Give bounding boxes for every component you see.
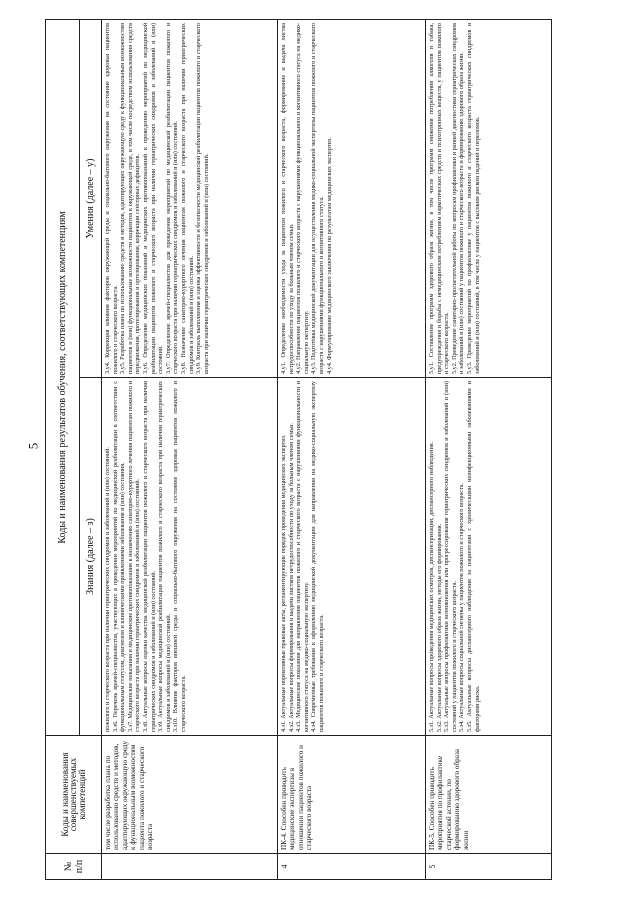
skills-cell — [102, 19, 278, 377]
knowledge-item: 4.з3. Медицинские показания для направления пациентов пожилого и старческого возраста с нарушениями функциональности и когнитивного статуса на медико-социальную экспертизу. — [295, 381, 310, 732]
row-number: 4 — [278, 854, 426, 880]
skills-item: 4.у3. Подготовка медицинской документации для осуществления медико-социальной экспертизы пациентов пожилого и старческого возраста с нарушениями функционального и когнитивного статуса. — [310, 22, 325, 374]
knowledge-item: 5.з1. Актуальные вопросы проведения медицинских осмотров, диспансеризации, диспансерного наблюдения. — [428, 441, 435, 732]
knowledge-item: 5.з4. Актуальные вопросы социальной гигиены у пациентов пожилого и старческого возраста. — [458, 482, 466, 732]
header-results: Коды и наименования результатов обучения, соответствующих компетенциям — [46, 19, 80, 735]
knowledge-item: 5.з5. Актуальные вопросы диспансерного наблюдения за пациентами с хроническими неинфекционными заболеваниями и факторами риска. — [465, 381, 481, 732]
knowledge-item: 3.з9. Актуальные вопросы медицинской реабилитации пациентов пожилого и старческого возраста при наличии гериатрических синдромов и заболеваний и (или) состояний. — [157, 381, 172, 732]
skills-item: 5.у1. Составление программ здорового образа жизни, в том числе программ снижения потребления алкоголя и табака, предупреждения и борьбы с немедицинским потреблением наркотических средств и психотропных веществ, у пациентов пожилого и старческого возраста. — [428, 22, 451, 374]
skills-item: 4.у4. Формулирование медицинского заключения по результатам медицинских экспертиз. — [325, 137, 333, 374]
row-number — [102, 854, 278, 880]
competence-table — [45, 19, 552, 880]
header-num: № п/п — [46, 854, 102, 880]
knowledge-item: 5.з2. Актуальные вопросы здорового образа жизни, методы его формирования. — [435, 523, 443, 732]
knowledge-item: 4.з4. Современные требования к оформлению медицинской документации для направления на медико-социальную экспертизу пациентов пожилого и старческого возраста. — [310, 381, 325, 732]
skills-item: 3.у7. Определение врачей-специалистов для проведения мероприятий по медицинской реабилитации пациентов пожилого и старческого возраста при наличии гериатрических синдромов и заболеваний и (или) состояний. — [164, 22, 180, 374]
skills-item: 3.у4. Коррекция влияния факторов окружающей среды и социально-бытового окружения на состояние здоровья пациентов пожилого и старческого возраста. — [104, 22, 119, 374]
knowledge-item: 4.з1. Актуальные нормативные правовые акты, регламентирующие порядок проведения медицинских экспертиз. — [280, 434, 287, 732]
skills-item: 5.у3. Проведение мероприятий по профилактике у пациентов пожилого и старческого возраста гериатрических синдромов и заболеваний и (или) состояний, в том числе у пациентов с высоким риском падений и переломов. — [465, 22, 481, 374]
knowledge-item: 3.з7. Медицинские показания и медицинские противопоказания к назначению санаторно-курортного лечения пациентам пожилого и старческого возраста при наличии гериатрических синдромов и заболеваний и (или) состояний. — [126, 381, 142, 732]
skills-cell — [278, 19, 426, 377]
header-skills: Умения (далее – у) — [80, 19, 102, 377]
skills-item: 5.у2. Проведение санитарно-просветительной работы по вопросам профилактики и ранней диагностики гериатрических синдромов и заболеваний и (или) состояний у пациентов пожилого и старческого возраста и формированию здорового образа жизни. — [450, 22, 466, 374]
skills-item: 3.у9. Контроль выполнения и оценка эффективности и безопасности медицинской реабилитации пациентов пожилого и старческого возраста при наличии гериатрических синдромов и заболеваний и (или) состояний. — [195, 22, 210, 374]
table-row — [426, 19, 552, 879]
skills-item: 4.у1. Определение необходимости ухода за пациентом пожилого и старческого возраста, формирование и выдача листка нетрудоспособности по уходу за больным членом семьи. — [280, 22, 295, 374]
knowledge-item: 5.з3. Актуальные вопросы профилактики возникновения или прогрессирования гериатрических синдромов и заболеваний и (или) состояний у пациентов пожилого и старческого возраста. — [443, 381, 458, 732]
knowledge-item: 4.з2. Актуальные вопросы формирования и выдачи листков нетрудоспособности по уходу за больным членом семьи. — [287, 423, 295, 732]
skills-item: 3.у8. Назначение санаторно-курортного лечения пациентам пожилого и старческого возраста при наличии гериатрических синдромов и заболеваний и (или) состояний. — [179, 22, 195, 374]
table-row — [278, 19, 426, 879]
knowledge-cell — [426, 378, 552, 736]
knowledge-item: 3.з10. Влияние факторов внешней среды и социально-бытового окружения на состояние здоровья пациентов пожилого и старческого возраста. — [172, 381, 187, 732]
table-row — [102, 19, 278, 879]
knowledge-cell — [278, 378, 426, 736]
row-number: 5 — [426, 854, 552, 880]
skills-cell — [426, 19, 552, 377]
skills-item: 3.у6. Определение медицинских показаний и медицинских противопоказаний к проведению мероприятий по медицинской реабилитации пациентов пожилого и старческого возраста при наличии гериатрических синдромов и заболеваний и (или) состояний. — [141, 22, 165, 374]
header-competence: Коды и наименования совершенствуемых компетенций — [46, 736, 102, 854]
header-knowledge: Знания (далее – з) — [80, 378, 102, 736]
competence-cell: ПК-5. Способен проводить мероприятия по профилактике старческой астении, по формированию здорового образа жизни — [426, 736, 552, 854]
competence-cell: том числе разработка плана по использованию средств и методов, адаптирующих окружающую среду к функциональным возможностям пациента пожилого и старческого возраста — [102, 736, 278, 854]
competence-cell: ПК-4. Способен проводить медицинские экспертизы в отношении пациентов пожилого и старческого возраста — [278, 736, 426, 854]
knowledge-item: 3.з6. Перечень врачей-специалистов, участвующих в проведении мероприятий по медицинской реабилитации в соответствии с функциональным статусом, диагнозом и клиническими проявлениями заболевания и (или) состояния. — [111, 381, 127, 732]
rotated-sheet — [45, 20, 605, 880]
skills-item: 4.у2. Направление пациентов пожилого и старческого возраста с нарушениями функционального и когнитивного статуса на медико-социальную экспертизу. — [295, 22, 310, 374]
knowledge-item: пожилого и старческого возраста при наличии гериатрических синдромов и заболеваний и (или) состояний. — [104, 447, 111, 732]
page-number: 5 — [25, 442, 41, 450]
skills-item: 3.у5. Разработка плана по использованию средств и методов, адаптирующих окружающую среду к функциональным возможностям пациентов и (или) функциональные возможности пациентов к окружающей среде, в том числе посредством использования средств передвижения, протезирования и ортезирования, коррекции сенсорных дефицитов. — [119, 22, 142, 374]
knowledge-item: 3.з8. Актуальные вопросы оценки качества медицинской реабилитации пациентов пожилого и старческого возраста при наличии гериатрических синдромов и заболеваний и (или) состояний. — [141, 381, 157, 732]
knowledge-cell — [102, 378, 278, 736]
